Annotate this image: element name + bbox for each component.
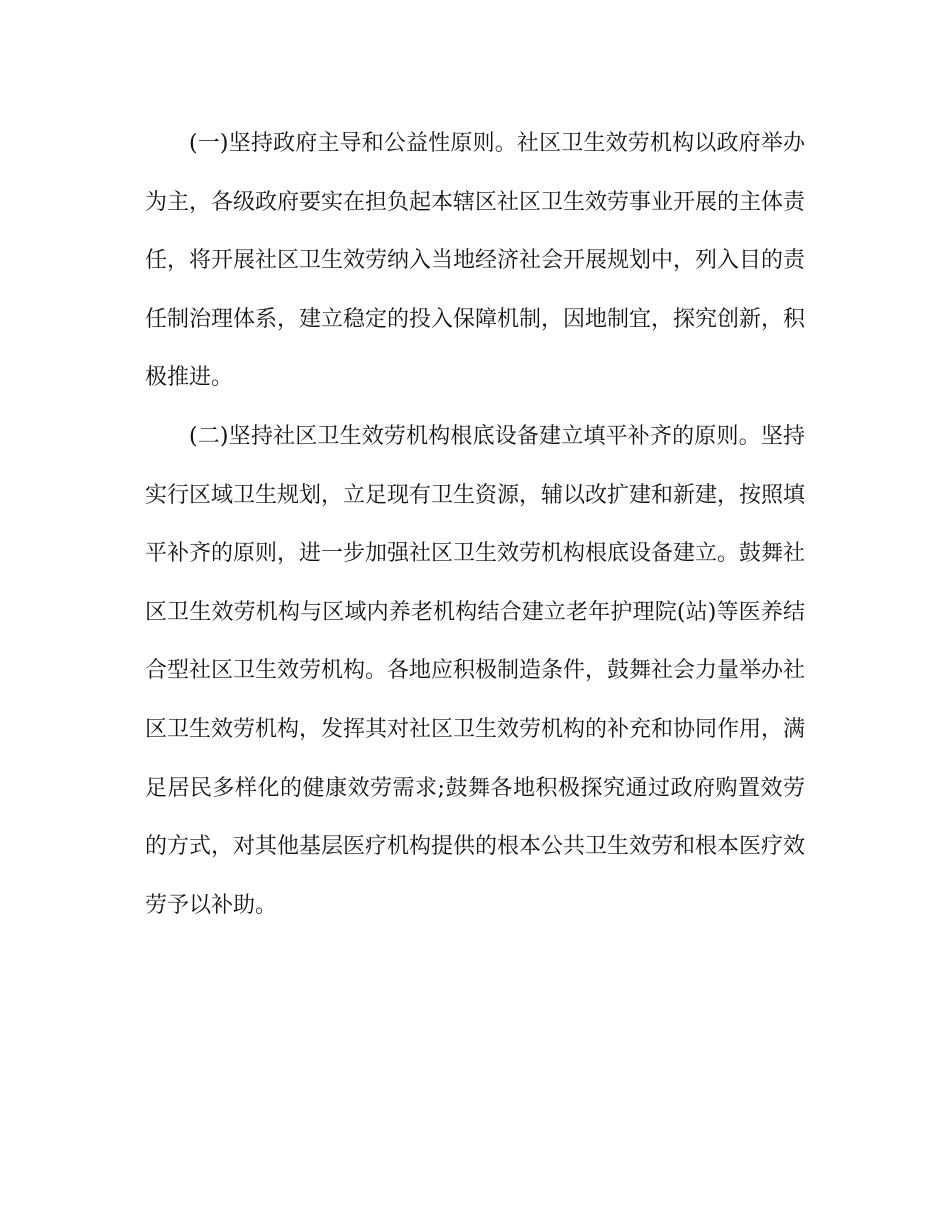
paragraph-principle-2: (二)坚持社区卫生效劳机构根底设备建立填平补齐的原则。坚持实行区域卫生规划，立足现有卫生资源，辅以改扩建和新建，按照填平补齐的原则，进一步加强社区卫生效劳机构根底设备建立。鼓舞社区卫生效劳机构与区域内养老机构结合建立老年护理院(站)等医养结合型社区卫生效劳机构。各地应积极制造条件，鼓舞社会力量举办社区卫生效劳机构，发挥其对社区卫生效劳机构的补充和协同作用，满足居民多样化的健康效劳需求;鼓舞各地积极探究通过政府购置效劳的方式，对其他基层医疗机构提供的根本公共卫生效劳和根本医疗效劳予以补助。 (145, 423, 806, 918)
paragraph-principle-1: (一)坚持政府主导和公益性原则。社区卫生效劳机构以政府举办为主，各级政府要实在担负起本辖区社区卫生效劳事业开展的主体责任，将开展社区卫生效劳纳入当地经济社会开展规划中，列入目的责任制治理体系，建立稳定的投入保障机制，因地制宜，探究创新，积极推进。 (145, 131, 806, 391)
document-body (145, 115, 805, 935)
